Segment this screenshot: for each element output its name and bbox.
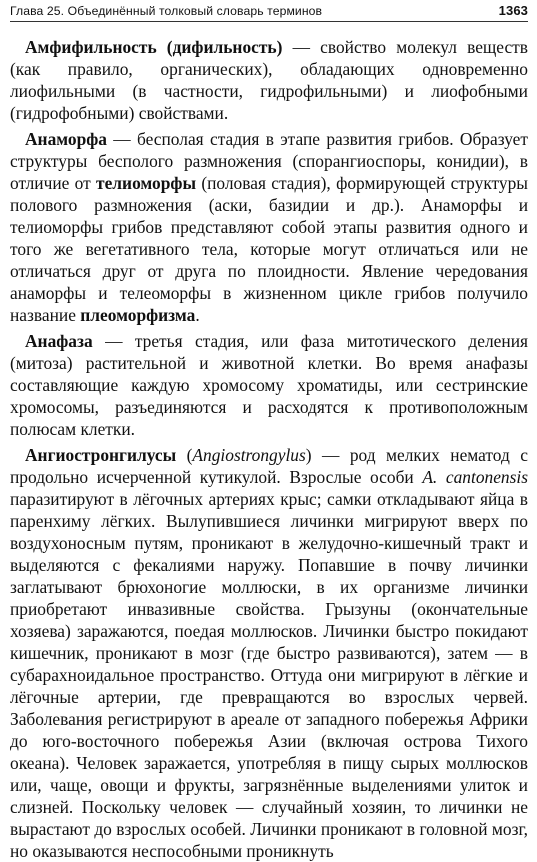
entry-anaphase [10,330,528,440]
chapter-title: Глава 25. Объединённый толковый словарь терминов [10,4,323,18]
dictionary-content [10,36,528,862]
entry-definition-cont: (половая стадия), формирующей структуры полового размножения (аски, базидии и др.). Анаморфы и телиоморфы грибов представляют собой этапы развития одного и того же вегетативного тела, которые могут отличаться или не отличаться друг от друга по плоидности. Явление чередования анаморфы и телеоморфы в жизненном цикле грибов получило название [10,173,528,325]
cross-reference-teleomorph: телиоморфы [96,173,197,193]
entry-term: Ангиостронгилусы [25,445,177,465]
running-header [10,0,528,22]
entry-term: Анаморфа [25,129,107,149]
page-number: 1363 [498,3,528,18]
entry-amphiphilicity [10,36,528,124]
latin-genus-name: Angiostrongylus [192,445,306,465]
entry-term: Анафаза [25,331,93,351]
entry-term: Амфифильность (дифильность) [25,37,283,57]
entry-definition: ( [176,445,193,465]
latin-species-name: A. cantonensis [422,467,528,487]
entry-definition-cont: ) — род мелких нематод с продольно исчерченной кутикулой. Взрослые особи [10,445,528,487]
entry-angiostrongylus [10,444,528,862]
entry-definition-end: . [195,305,200,325]
entry-definition: — третья стадия, или фаза митотического деления (митоза) растительной и животной клетки. Во время анафазы составляющие каждую хромосому хроматиды, или сестринские хромосомы, разъединяются и расходятся к противоположным полюсам клетки. [10,331,528,439]
entry-definition: — бесполая стадия в этапе развития грибов. Образует структуры бесполого размножения (спорангиоспоры, конидии), в отличие от [10,129,528,193]
entry-definition-end: паразитируют в лёгочных артериях крыс; самки откладывают яйца в паренхиму лёгких. Вылупившиеся личинки мигрируют вверх по воздухоносным путям, проникают в желудочно-кишечный тракт и выделяются с фекалиями наружу. Попавшие в почву личинки заглатывают брюхоногие моллюски, в их организме личинки приобретают инвазивные свойства. Грызуны (окончательные хозяева) заражаются, поедая моллюсков. Личинки быстро покидают кишечник, проникают в мозг (где быстро развиваются), затем — в субарахноидальное пространство. Оттуда они мигрируют в лёгкие и лёгочные артерии, где превращаются во взрослых червей. Заболевания регистрируют в ареале от западного побережья Африки до юго-восточного побережья Азии (включая острова Тихого океана). Человек заражается, употребляя в пищу сырых моллюсков или, чаще, овощи и фрукты, загрязнённые выделениями улиток и слизней. Поскольку человек — случайный хозяин, то личинки не вырастают до взрослых особей. Личинки проникают в головной мозг, но оказываются неспособными проникнуть [10,489,528,861]
entry-definition: — свойство молекул веществ (как правило, органических), обладающих одновременно лиофильными (в частности, гидрофильными) и лиофобными (гидрофобными) свойствами. [10,37,528,123]
cross-reference-pleomorphism: плеоморфизма [80,305,196,325]
entry-anamorph [10,128,528,326]
